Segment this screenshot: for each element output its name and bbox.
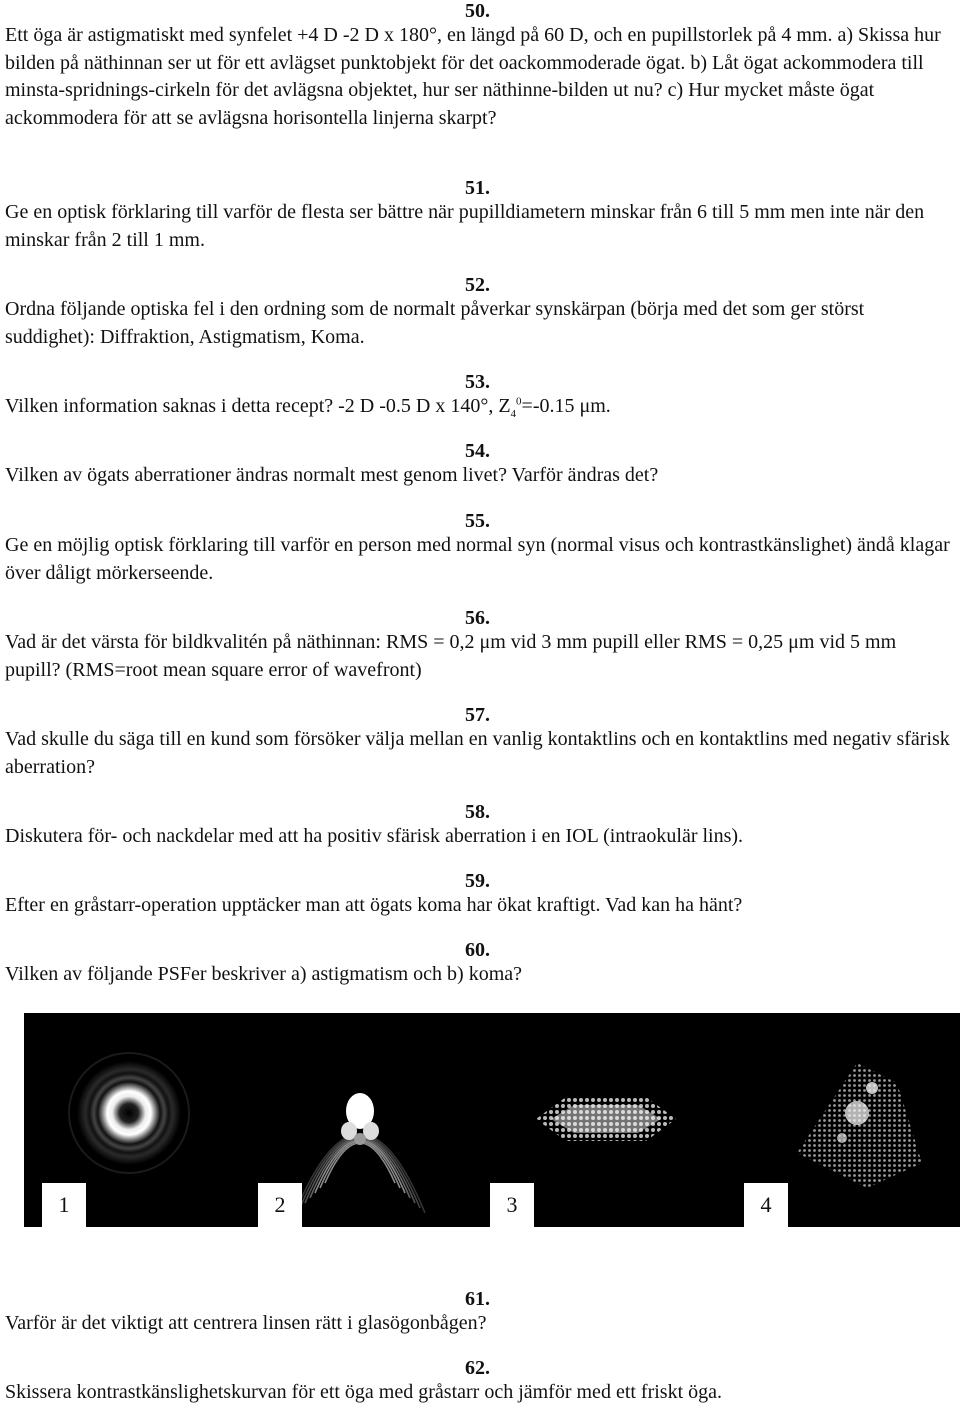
question-61 (5, 1288, 950, 1338)
question-text: Ordna följande optiska fel i den ordning som de normalt påverkar synskärpan (börja med det som ger störst suddighet): Diffraktion, Astigmatism, Koma. (5, 298, 865, 348)
question-text: Vad skulle du säga till en kund som försöker välja mellan en vanlig kontaktlins och en kontaktlins med negativ sfärisk aberration? (5, 728, 950, 778)
question-number: 53. (465, 371, 490, 393)
question-62 (5, 1357, 950, 1407)
question-number: 58. (465, 801, 490, 823)
question-text: Vad är det värsta för bildkvalitén på näthinnan: RMS = 0,2 μm vid 3 mm pupill eller RMS = 0,25 μm vid 5 mm pupill? (RMS=root mean square error of wavefront) (5, 631, 897, 681)
question-number: 50. (465, 0, 490, 22)
question-number: 51. (465, 177, 490, 199)
psf-label-1: 1 (42, 1183, 86, 1227)
question-text: Ge en möjlig optisk förklaring till varför en person med normal syn (normal visus och kontrastkänslighet) ändå klagar över dåligt mörkerseende. (5, 534, 950, 584)
question-59 (5, 870, 950, 920)
question-text: Diskutera för- och nackdelar med att ha positiv sfärisk aberration i en IOL (intraokulär lins). (5, 825, 744, 847)
question-60 (5, 939, 950, 989)
question-52 (5, 274, 950, 351)
question-text: Vilken information saknas i detta recept? -2 D -0.5 D x 140°, $Z_4^0=-0.15$ μm. (5, 395, 611, 420)
question-number: 54. (465, 440, 490, 462)
question-57 (5, 704, 950, 781)
question-text: Efter en gråstarr-operation upptäcker man att ögats koma har ökat kraftigt. Vad kan ha hänt? (5, 894, 743, 916)
question-text: Varför är det viktigt att centrera linsen rätt i glasögonbågen? (5, 1312, 487, 1334)
question-text: Vilken av ögats aberrationer ändras normalt mest genom livet? Varför ändras det? (5, 464, 659, 486)
question-number: 62. (465, 1357, 490, 1379)
question-text: Vilken av följande PSFer beskriver a) astigmatism och b) koma? (5, 963, 523, 985)
question-number: 52. (465, 274, 490, 296)
question-50 (5, 0, 950, 132)
question-number: 60. (465, 939, 490, 961)
psf-label-2: 2 (258, 1183, 302, 1227)
question-53 (5, 371, 950, 421)
question-text: Skissera kontrastkänslighetskurvan för ett öga med gråstarr och jämför med ett friskt öga. (5, 1381, 723, 1403)
question-51 (5, 177, 950, 254)
question-55 (5, 510, 950, 587)
psf-label-4: 4 (744, 1183, 788, 1227)
question-54 (5, 440, 950, 490)
question-number: 56. (465, 607, 490, 629)
psf-panel-3 (506, 1013, 747, 1227)
question-number: 61. (465, 1288, 490, 1310)
question-56 (5, 607, 950, 684)
question-58 (5, 801, 950, 851)
question-number: 55. (465, 510, 490, 532)
question-number: 57. (465, 704, 490, 726)
psf-label-3: 3 (490, 1183, 534, 1227)
question-text: Ett öga är astigmatiskt med synfelet +4 D -2 D x 180°, en längd på 60 D, och en pupillstorlek på 4 mm. a) Skissa hur bilden på näthinnan ser ut för ett avlägset punktobjekt för det oackommoderade ögat. b) Låt ögat ackommodera till minsta-spridnings-cirkeln för det avlägsna objektet, hur ser näthinne-bilden ut nu? c) Hur mycket måste ögat ackommodera för att se avlägsna horisontella linjerna skarpt? (5, 24, 941, 129)
question-number: 59. (465, 870, 490, 892)
question-text: Ge en optisk förklaring till varför de flesta ser bättre när pupilldiametern minskar från 6 till 5 mm men inte när den minskar från 2 till 1 mm. (5, 201, 925, 251)
